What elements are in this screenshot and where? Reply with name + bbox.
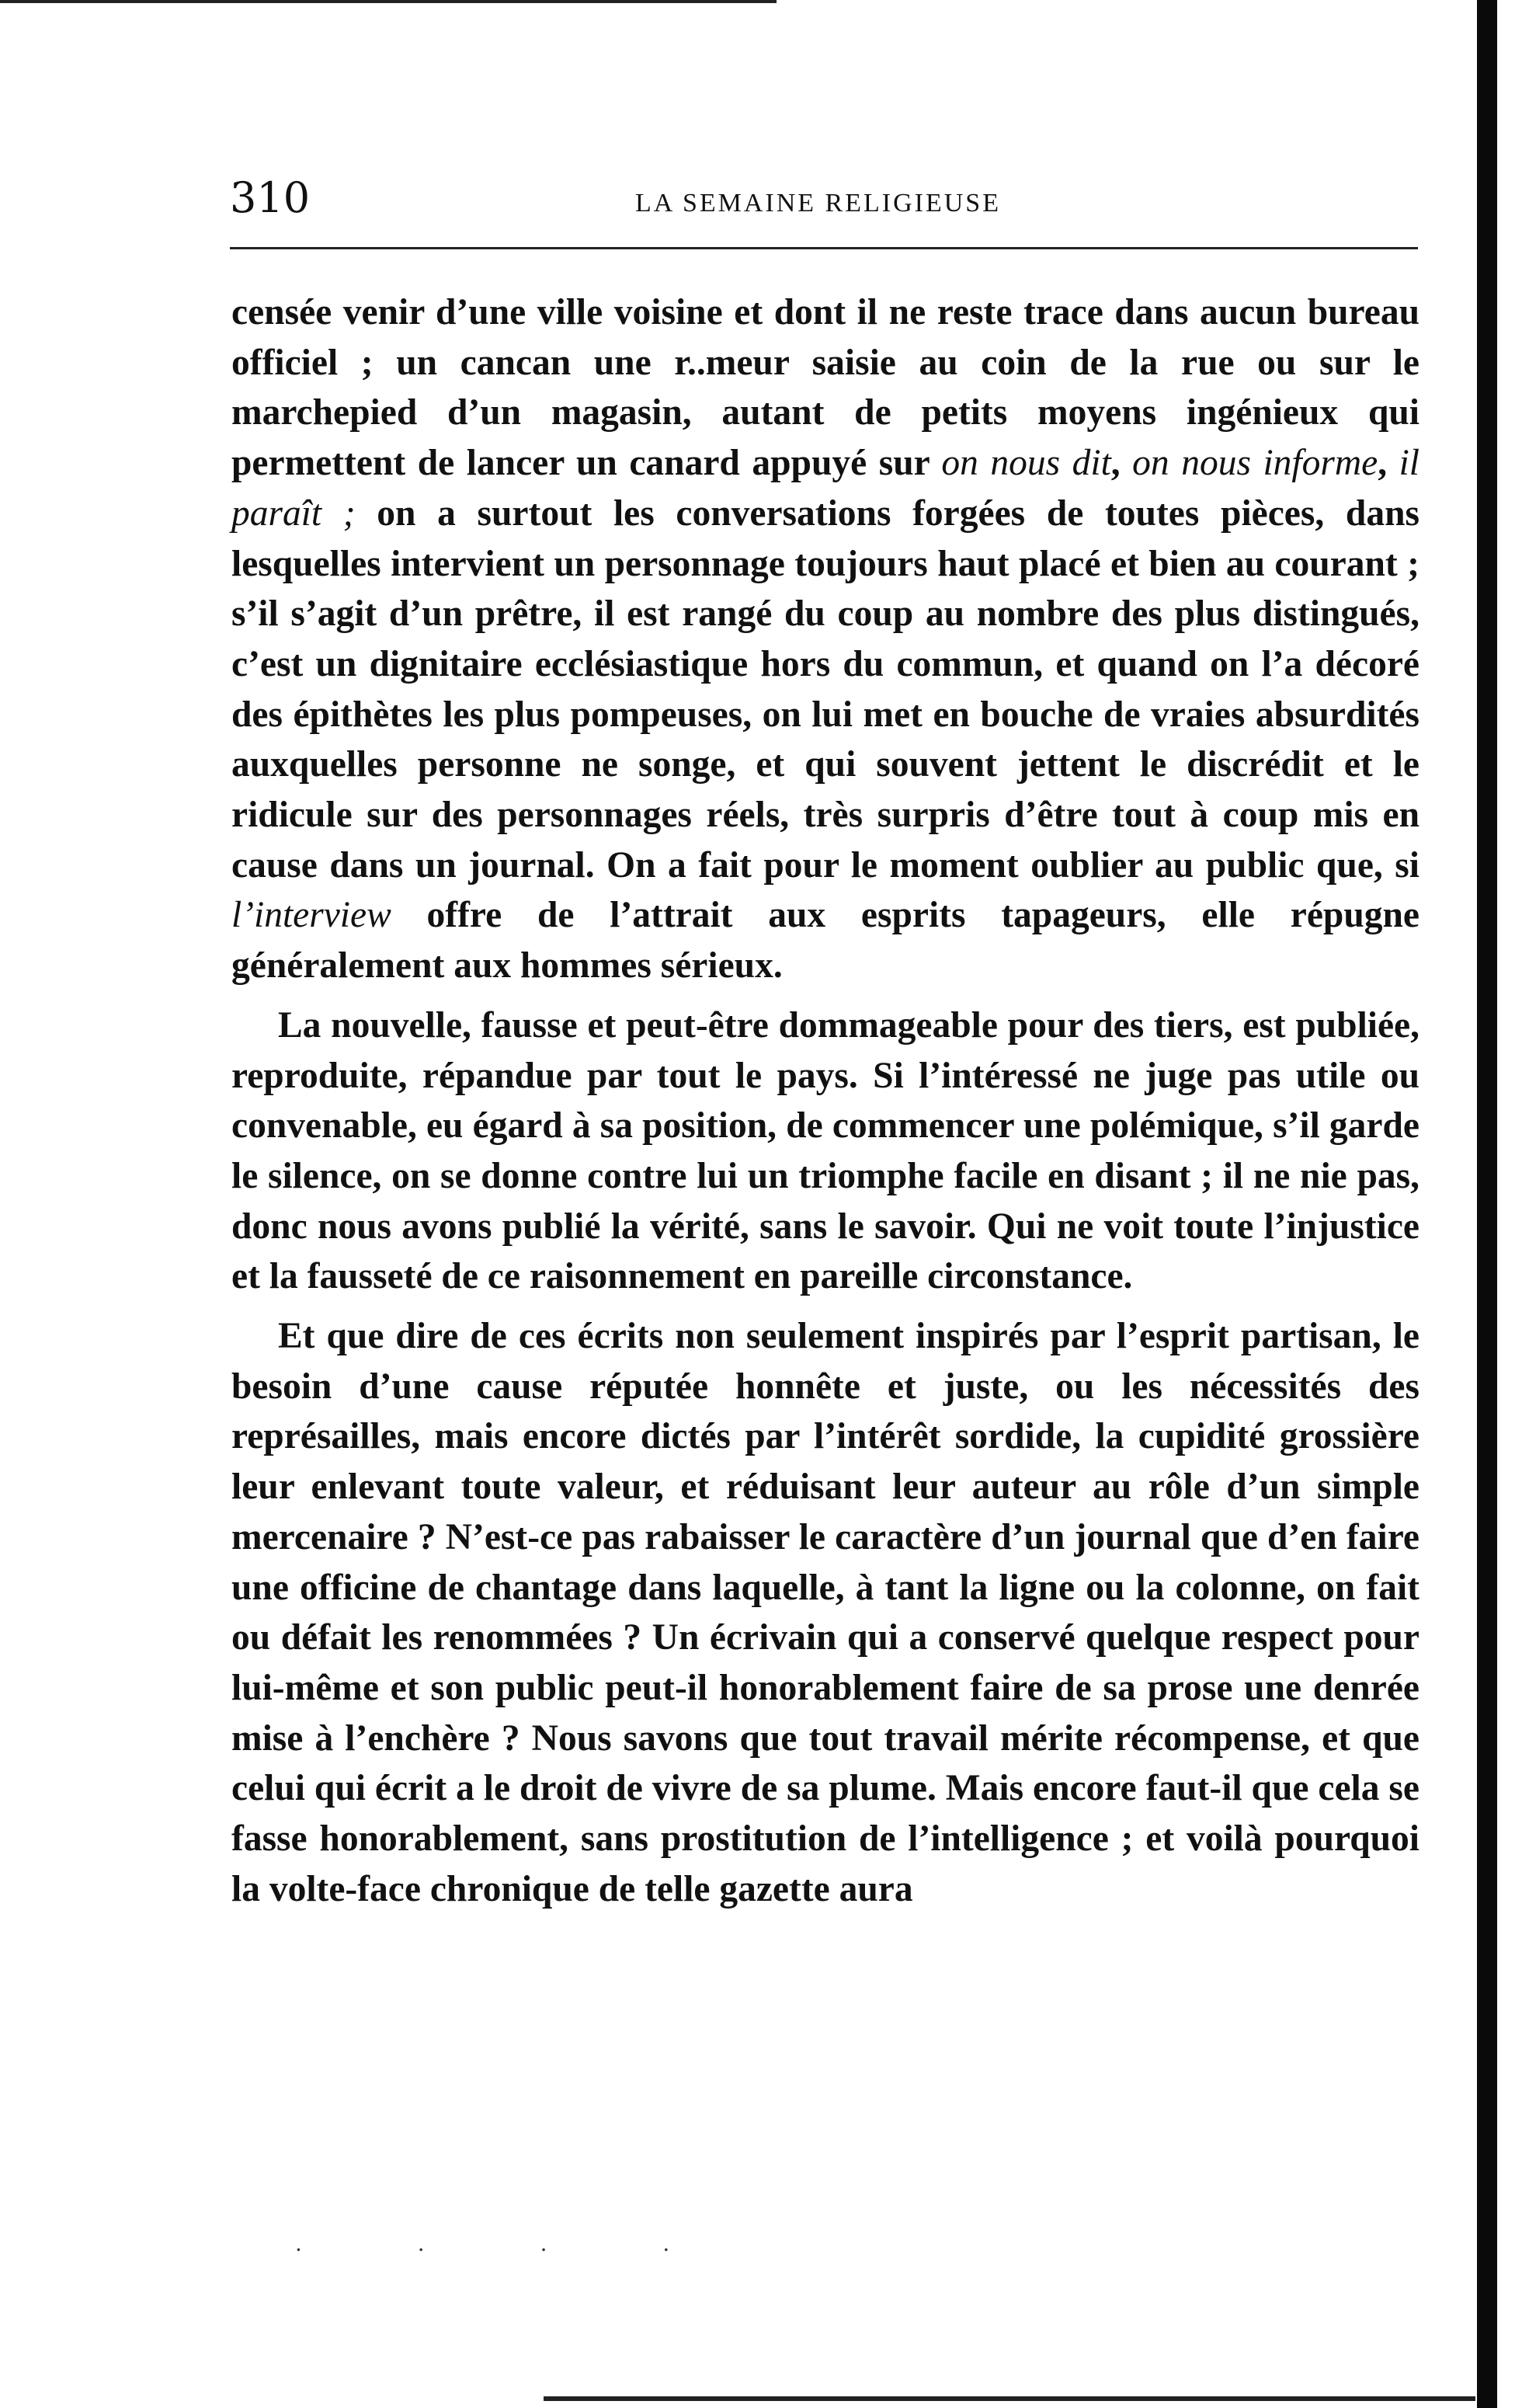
p1-italic-3: il paraît ;	[231, 443, 1419, 534]
paragraph-1	[231, 287, 1419, 991]
scan-top-edge	[0, 0, 777, 3]
p1-text-b: ,	[1110, 443, 1133, 484]
scan-specks: · · · ·	[295, 2237, 725, 2263]
header-rule	[230, 247, 1418, 249]
p1-italic-1: on nous dit	[941, 443, 1111, 484]
running-head	[230, 163, 1418, 233]
paragraph-2: La nouvelle, fausse et peut-être dommageable pour des tiers, est publiée, reproduite, répandue par tout le pays. Si l’intéressé ne juge pas utile ou convenable, eu égard à sa position, de commencer une polémique, s’il garde le silence, on se donne contre lui un triomphe facile en disant ; il ne nie pas, donc nous avons publié la vérité, sans le savoir. Qui ne voit toute l’injustice et la fausseté de ce raisonnement en pareille circonstance.	[231, 1004, 1419, 1297]
page-number: 310	[230, 173, 311, 222]
p1-text-d: on a surtout les conversations forgées de toutes pièces, dans lesquelles intervient un personnage toujours haut placé et bien au courant ; s’il s’agit d’un prêtre, il est rangé du coup au nombre des plus distingués, c’est un dignitaire ecclésiastique hors du commun, et quand on l’a décoré des épithètes les plus pompeuses, on lui met en bouche de vraies absurdités auxquelles personne ne songe, et qui souvent jettent le discrédit et le ridicule sur des personnages réels, très surpris d’être tout à coup mis en cause dans un journal. On a fait pour le moment oublier au public que, si	[231, 492, 1419, 886]
p1-italic-2: on nous informe	[1132, 443, 1378, 484]
p1-text-a: censée venir d’une ville voisine et dont il ne reste trace dans aucun bureau officiel ; un cancan une r..meur saisie au coin de la rue ou sur le marchepied d’un magasin, autant de petits moyens ingénieux qui permettent de lancer un canard appuyé sur	[231, 292, 1419, 484]
p1-text-e: offre de l’attrait aux esprits tapageurs, elle répugne généralement aux hommes sérieux.	[231, 895, 1419, 987]
running-title: LA SEMAINE RELIGIEUSE	[635, 189, 1001, 217]
p1-text-c: ,	[1378, 443, 1399, 484]
body-text	[231, 287, 1419, 1924]
paragraph-3: Et que dire de ces écrits non seulement inspirés par l’esprit partisan, le besoin d’une cause réputée honnête et juste, ou les nécessités des représailles, mais encore dictés par l’intérêt sordide, la cupidité grossière leur enlevant toute valeur, et réduisant leur auteur au rôle d’un simple mercenaire ? N’est-ce pas rabaisser le caractère d’un journal que d’en faire une officine de chantage dans laquelle, à tant la ligne ou la colonne, on fait ou défait les renommées ? Un écrivain qui a conservé quelque respect pour lui-même et son public peut-il honorablement faire de sa prose une denrée mise à l’enchère ? Nous savons que tout travail mérite récompense, et que celui qui écrit a le droit de vivre de sa plume. Mais encore faut-il que cela se fasse honorablement, sans prostitution de l’intelligence ; et voilà pourquoi la volte-face chronique de telle gazette aura	[231, 1316, 1419, 1909]
p1-italic-4: l’interview	[231, 895, 391, 936]
scan-bottom-edge	[544, 2396, 1475, 2401]
scan-right-edge-bar	[1477, 0, 1497, 2408]
